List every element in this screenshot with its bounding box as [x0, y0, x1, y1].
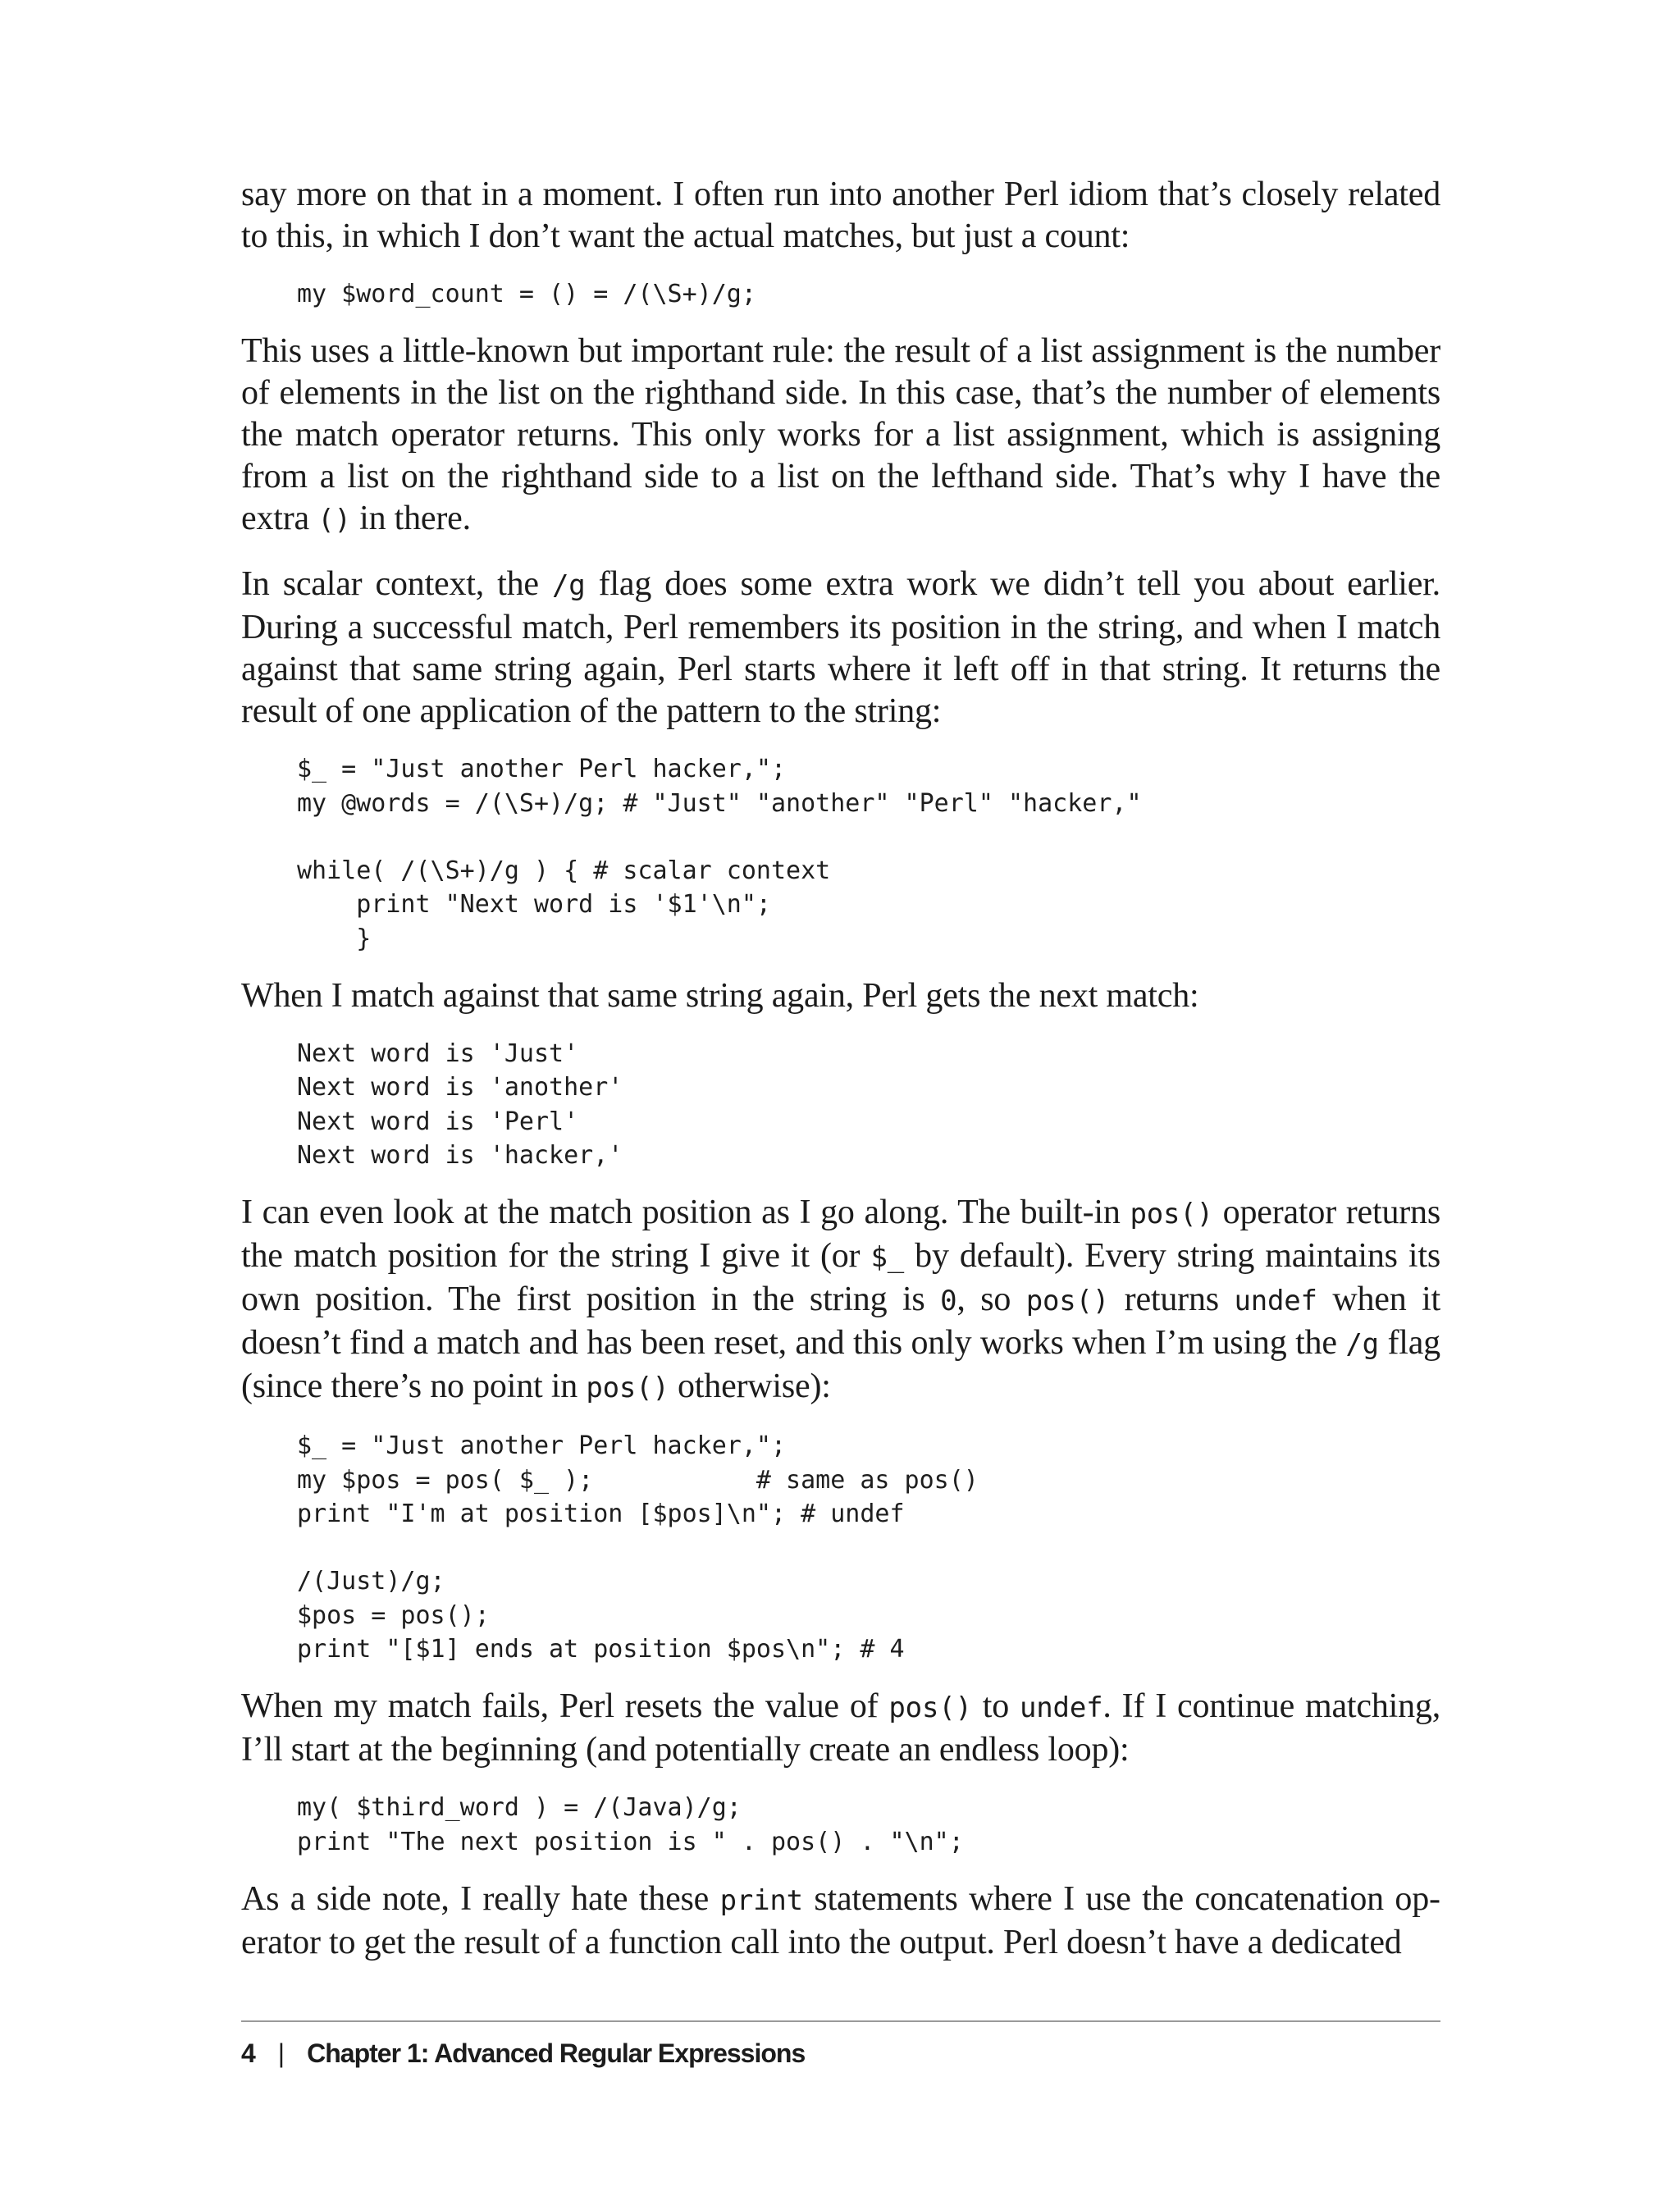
- inline-code: /g: [1345, 1328, 1379, 1362]
- paragraph-text: flag does some extra work we didn’t tell you about earlier. During a successful match, Perl remembers its position in the string, and when I match against that same string again, Perl starts where it left off in that string. It returns the result of one application of the pattern to the string:: [241, 565, 1440, 731]
- paragraph-text: When I match against that same string again, Perl gets the next match:: [241, 977, 1199, 1016]
- paragraph-text: In scalar context, the: [241, 565, 552, 604]
- page-number: 4: [241, 2038, 255, 2068]
- code-block-word-count: my $word_count = () = /(\S+)/g;: [297, 280, 756, 308]
- paragraph-text: flag (since there’s no point in: [241, 1324, 1440, 1406]
- paragraph-text: . If I continue matching, I’ll start at the beginning (and potentially create an endless loop):: [241, 1687, 1440, 1769]
- paragraph-5: [241, 1192, 1440, 1409]
- paragraph-3: [241, 564, 1440, 733]
- paragraph-text: when it doesn’t find a match and has been reset, and this only works when I’m using the: [241, 1281, 1441, 1363]
- paragraph-text: As a side note, I really hate these: [241, 1879, 720, 1918]
- paragraph-text: , so: [956, 1281, 1026, 1319]
- page-footer: [241, 2033, 805, 2074]
- code-block-pos: $_ = "Just another Perl hacker,"; my $pos = pos( $_ ); # same as pos() print "I'm at position [$pos]\n"; # undef /(Just)/g; $pos = pos(); print "[$1] ends at position $pos\n"; # 4: [297, 1431, 979, 1664]
- paragraph-text: This uses a little-known but important rule: the result of a list assignment is the number of elements in the list on the righthand side. In this case, that’s the number of elements the match operator returns. This only works for a list assignment, which is assigning from a list on the righthand side to a list on the lefthand side. That’s why I have the extra: [241, 332, 1440, 538]
- page-body: [241, 174, 1440, 1964]
- inline-code: print: [719, 1883, 803, 1917]
- paragraph-text: say more on that in a moment. I often run into another Perl idiom that’s closely related to this, in which I don’t want the actual matches, but just a count:: [241, 176, 1440, 255]
- paragraph-text: to: [971, 1687, 1020, 1726]
- inline-code: undef: [1020, 1691, 1103, 1725]
- paragraph-text: returns: [1109, 1281, 1235, 1319]
- paragraph-text: statements where I use the concatenation operator to get the result of a function call into the output. Perl doesn’t have a dedicated: [241, 1879, 1440, 1961]
- inline-code: pos(): [888, 1691, 972, 1725]
- paragraph-text: by default). Every string maintains its own position. The first position in the string is: [241, 1237, 1440, 1319]
- inline-code: pos(): [1130, 1198, 1213, 1231]
- paragraph-7: [241, 1879, 1440, 1964]
- inline-code: /g: [551, 569, 586, 603]
- paragraph-2: [241, 331, 1440, 541]
- code-block-output: Next word is 'Just' Next word is 'another' Next word is 'Perl' Next word is 'hacker,': [297, 1039, 623, 1170]
- inline-code: pos(): [586, 1372, 669, 1405]
- inline-code: (): [317, 504, 351, 537]
- inline-code: undef: [1234, 1285, 1317, 1318]
- paragraph-text: otherwise):: [669, 1367, 831, 1406]
- inline-code: pos(): [1025, 1285, 1110, 1318]
- chapter-title: Chapter 1: Advanced Regular Expressions: [307, 2038, 806, 2068]
- paragraph-text: I can even look at the match position as I go along. The built-in: [241, 1194, 1130, 1232]
- code-block-match-fail: my( $third_word ) = /(Java)/g; print "The next position is " . pos() . "\n";: [297, 1793, 964, 1856]
- paragraph-text: When my match fails, Perl resets the value of: [241, 1687, 889, 1726]
- paragraph-text: in there.: [350, 500, 471, 538]
- code-block-scalar-context: $_ = "Just another Perl hacker,"; my @words = /(\S+)/g; # "Just" "another" "Perl" "hacker," while( /(\S+)/g ) { # scalar context print "Next word is '$1'\n"; }: [297, 755, 1142, 953]
- paragraph-6: [241, 1686, 1440, 1771]
- footer-separator: |: [277, 2038, 285, 2068]
- inline-code: $_: [870, 1241, 905, 1275]
- inline-code: 0: [940, 1285, 957, 1318]
- paragraph-4: [241, 975, 1440, 1017]
- paragraph-1: [241, 174, 1440, 258]
- footer-divider: [241, 2020, 1440, 2022]
- paragraph-text: operator returns the match position for the string I give it (or: [241, 1194, 1440, 1276]
